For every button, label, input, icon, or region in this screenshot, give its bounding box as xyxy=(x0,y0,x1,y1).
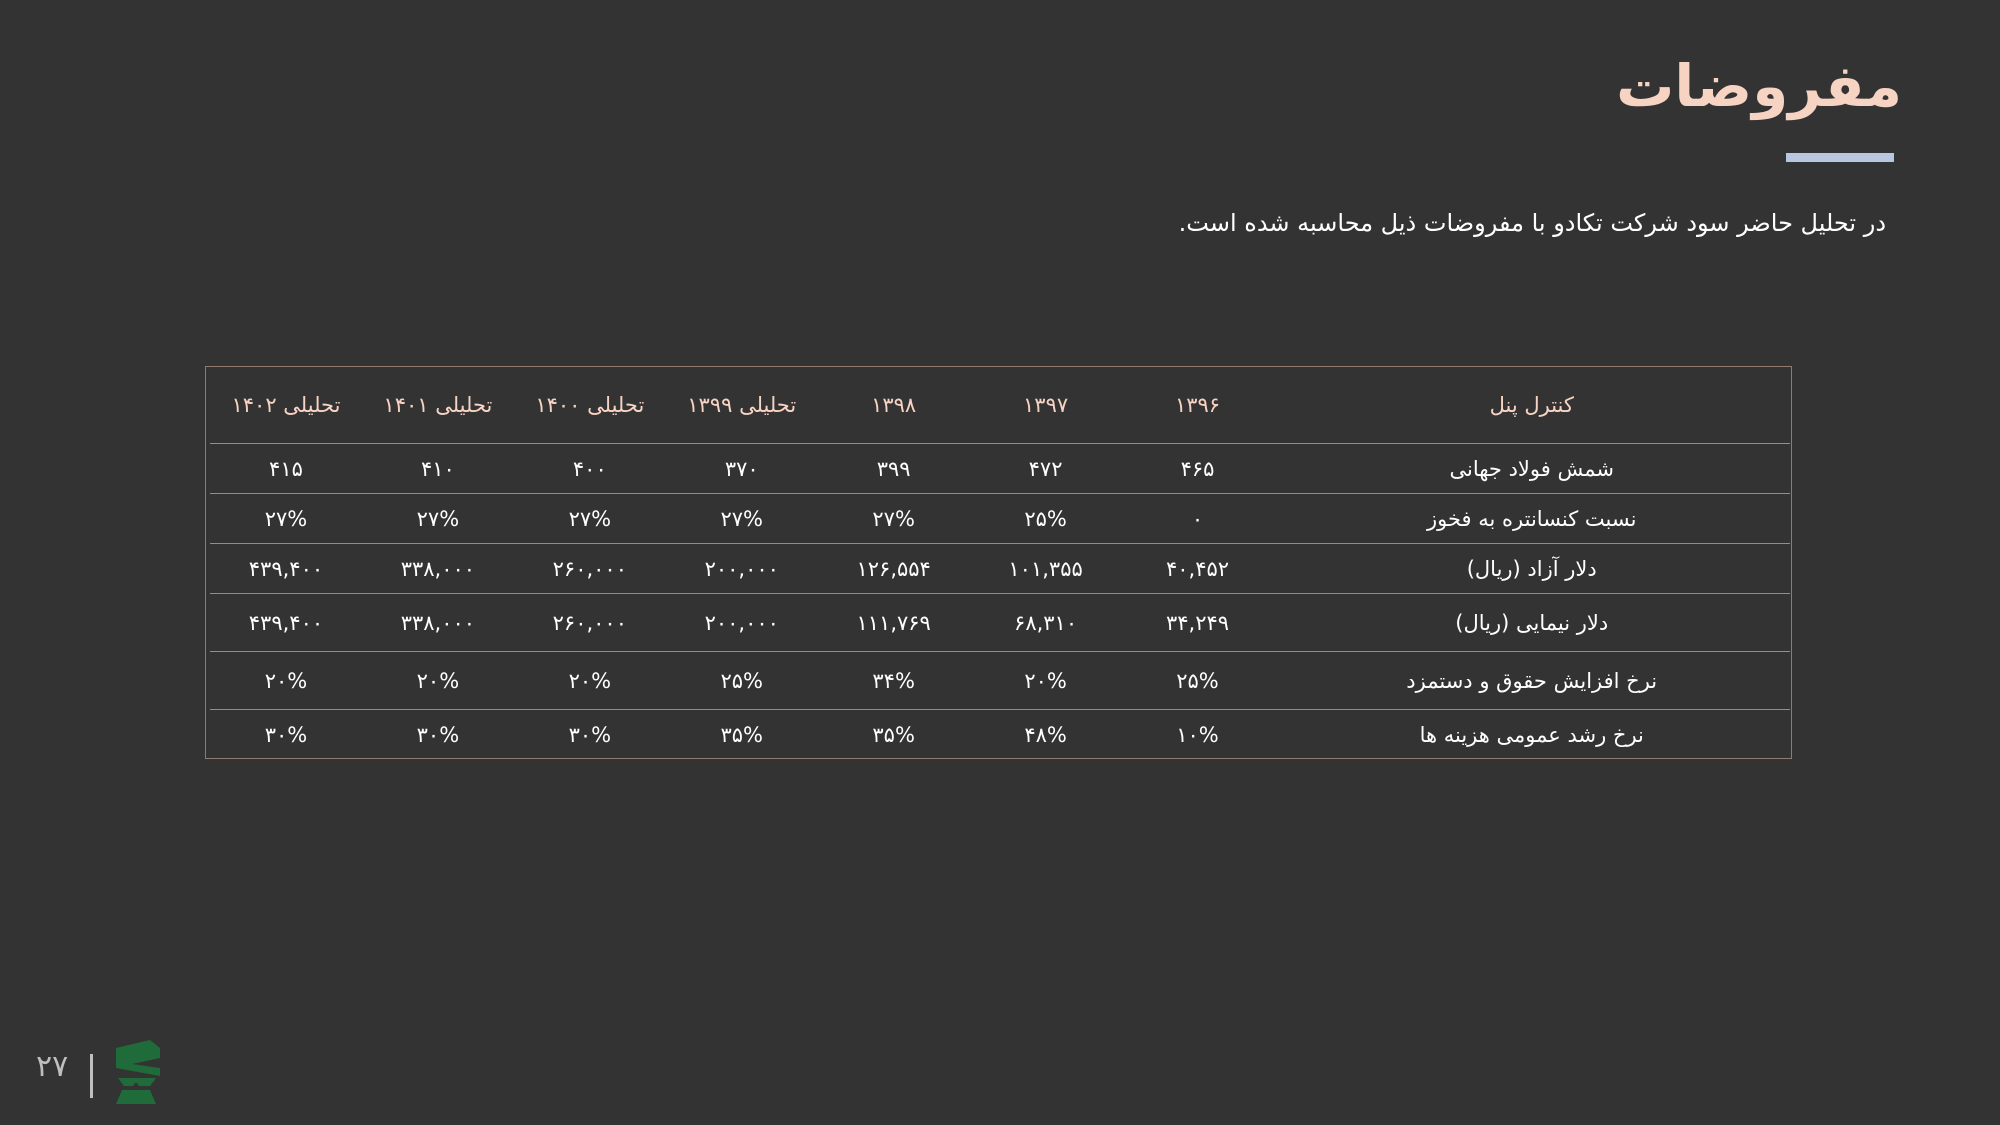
table-cell: ۳۰% xyxy=(568,722,612,747)
assumptions-table-frame xyxy=(205,366,1792,759)
table-row xyxy=(210,444,1790,494)
table-cell: ۲۰% xyxy=(970,652,1122,710)
row-label: نسبت کنسانتره به فخوز xyxy=(1273,494,1790,544)
table-cell: ۱۰% xyxy=(1176,722,1219,747)
table-cell: ۳۳۸,۰۰۰ xyxy=(362,544,514,594)
slide-title: مفروضات xyxy=(1616,52,1902,120)
table-cell: ۱۱۱,۷۶۹ xyxy=(818,594,970,652)
table-header-row xyxy=(210,367,1790,444)
table-row xyxy=(210,652,1790,710)
table-cell: ۳۴,۲۴۹ xyxy=(1122,594,1274,652)
table-cell: ۲۷% xyxy=(666,494,818,544)
table-cell: ۳۳۸,۰۰۰ xyxy=(362,594,514,652)
table-cell: ۳۹۹ xyxy=(818,444,970,494)
header-cell: ۱۳۹۶ xyxy=(1122,367,1274,444)
table-cell: ۲۰۰,۰۰۰ xyxy=(666,594,818,652)
header-cell: تحلیلی ۱۴۰۱ xyxy=(362,367,514,444)
table-row xyxy=(210,594,1790,652)
table-cell: ۲۵% xyxy=(1122,652,1274,710)
table-cell: ۳۴% xyxy=(818,652,970,710)
header-cell: ۱۳۹۸ xyxy=(818,367,970,444)
assumptions-table xyxy=(210,367,1790,759)
table-cell: ۲۷% xyxy=(210,494,362,544)
table-cell: ۱۰۱,۳۵۵ xyxy=(970,544,1122,594)
table-cell: ۴۳۹,۴۰۰ xyxy=(210,594,362,652)
table-cell: ۰ xyxy=(1122,494,1274,544)
slide-subtitle: در تحلیل حاضر سود شرکت تکادو با مفروضات ذیل محاسبه شده است. xyxy=(1178,209,1886,237)
table-cell: ۲۰% xyxy=(514,652,666,710)
header-cell: تحلیلی ۱۴۰۲ xyxy=(210,367,362,444)
table-cell: ۱۲۶,۵۵۴ xyxy=(818,544,970,594)
title-underline xyxy=(1786,153,1894,162)
table-cell: ۲۵% xyxy=(666,652,818,710)
table-cell: ۲۵% xyxy=(970,494,1122,544)
table-cell: ۴۷۲ xyxy=(970,444,1122,494)
table-cell: ۲۰% xyxy=(362,652,514,710)
footer-divider xyxy=(90,1054,93,1098)
company-logo-icon xyxy=(110,1038,162,1106)
table-cell: ۳۰% xyxy=(264,722,308,747)
header-cell: تحلیلی ۱۳۹۹ xyxy=(666,367,818,444)
table-cell: ۲۶۰,۰۰۰ xyxy=(514,544,666,594)
table-cell: ۳۰% xyxy=(416,722,460,747)
table-cell: ۲۷% xyxy=(514,494,666,544)
table-cell: ۴۰,۴۵۲ xyxy=(1122,544,1274,594)
table-cell: ۲۰% xyxy=(210,652,362,710)
header-cell: کنترل پنل xyxy=(1273,367,1790,444)
table-cell: ۶۸,۳۱۰ xyxy=(970,594,1122,652)
row-label: نرخ افزایش حقوق و دستمزد xyxy=(1273,652,1790,710)
table-cell: ۲۷% xyxy=(362,494,514,544)
table-row xyxy=(210,710,1790,760)
row-label: دلار آزاد (ریال) xyxy=(1273,544,1790,594)
header-cell: تحلیلی ۱۴۰۰ xyxy=(514,367,666,444)
table-cell: ۴۳۹,۴۰۰ xyxy=(210,544,362,594)
table-cell: ۴۱۰ xyxy=(362,444,514,494)
table-row xyxy=(210,544,1790,594)
table-cell: ۴۸% xyxy=(1024,722,1067,747)
row-label: دلار نیمایی (ریال) xyxy=(1273,594,1790,652)
row-label: شمش فولاد جهانی xyxy=(1273,444,1790,494)
table-cell: ۴۱۵ xyxy=(210,444,362,494)
table-cell: ۲۷% xyxy=(818,494,970,544)
table-cell: ۲۰۰,۰۰۰ xyxy=(666,544,818,594)
table-cell: ۳۷۰ xyxy=(666,444,818,494)
table-cell: ۲۶۰,۰۰۰ xyxy=(514,594,666,652)
table-cell: ۴۰۰ xyxy=(514,444,666,494)
header-cell: ۱۳۹۷ xyxy=(970,367,1122,444)
page-number: ۲۷ xyxy=(36,1049,69,1084)
table-cell: ۳۵% xyxy=(872,722,915,747)
table-row xyxy=(210,494,1790,544)
table-cell: ۴۶۵ xyxy=(1122,444,1274,494)
row-label: نرخ رشد عمومی هزینه ها xyxy=(1419,722,1644,747)
table-cell: ۳۵% xyxy=(720,722,763,747)
